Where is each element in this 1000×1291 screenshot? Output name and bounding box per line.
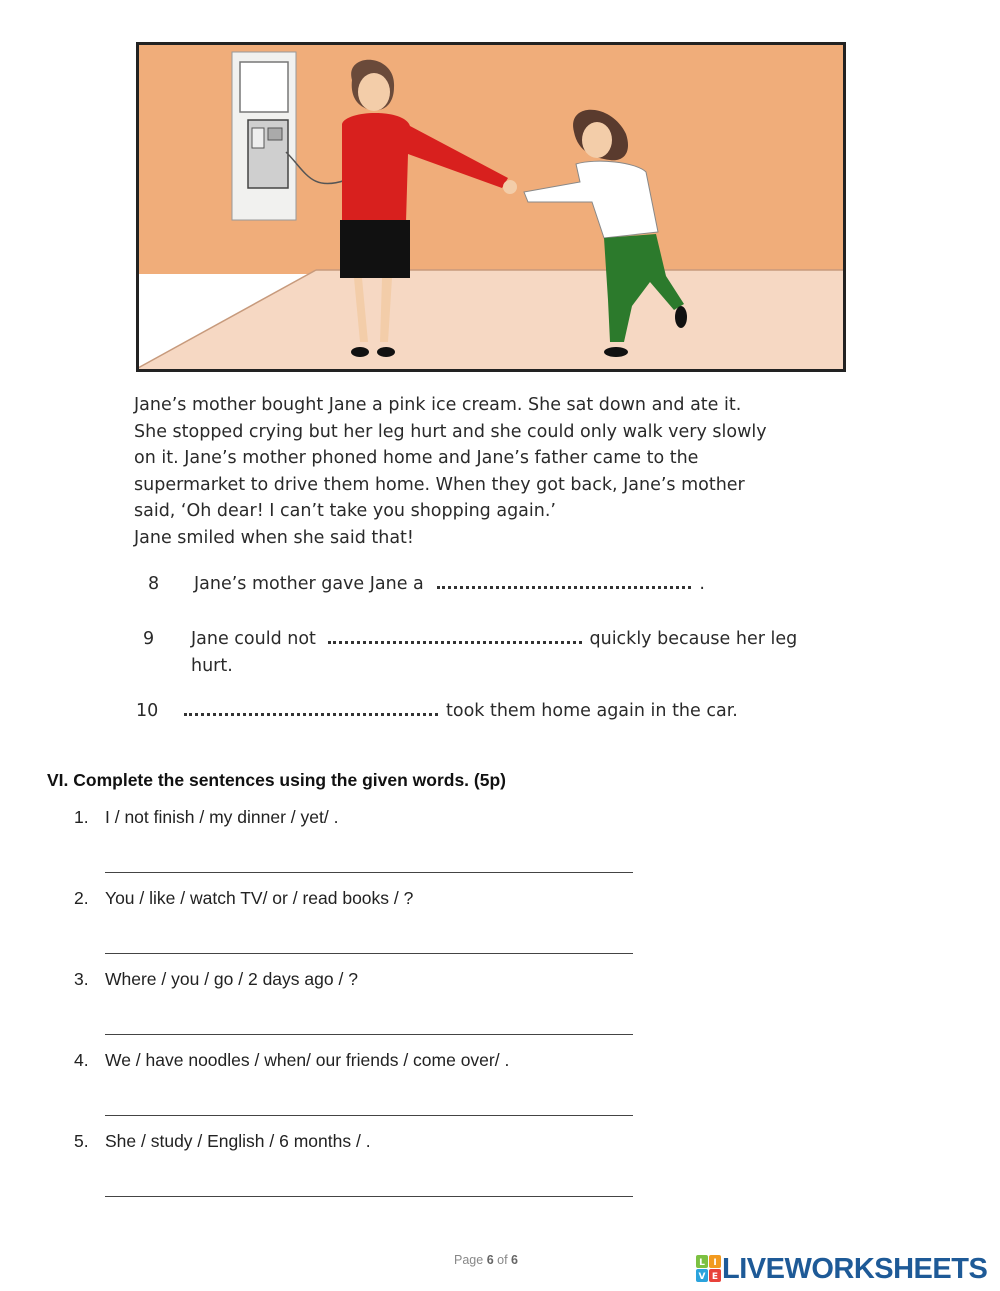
question-number: 8 (148, 574, 160, 594)
story-line: supermarket to drive them home. When they got back, Jane’s mother (134, 474, 745, 495)
answer-blank-9[interactable] (328, 629, 582, 644)
question-end: . (699, 574, 705, 594)
current-page: 6 (486, 1253, 494, 1267)
answer-line-1[interactable] (105, 872, 633, 873)
story-line: Jane smiled when she said that! (134, 527, 414, 548)
item-number: 2. (74, 888, 89, 908)
item-prompt: We / have noodles / when/ our friends / come over/ . (105, 1050, 510, 1070)
story-line: on it. Jane’s mother phoned home and Jane’s father came to the (134, 448, 699, 468)
answer-line-2[interactable] (105, 953, 633, 954)
story-illustration (136, 42, 846, 372)
question-text: Jane could not (191, 629, 316, 649)
logo-letter: E (711, 1272, 719, 1282)
logo-letter: L (699, 1258, 705, 1268)
page-word: Page (454, 1253, 484, 1267)
total-pages: 6 (511, 1253, 518, 1267)
question-number: 9 (143, 629, 155, 649)
question-number: 10 (136, 701, 159, 721)
item-prompt: Where / you / go / 2 days ago / ? (105, 969, 358, 989)
exercise-item (74, 807, 338, 828)
brand-name: LIVEWORKSHEETS (722, 1253, 988, 1285)
item-prompt: I / not finish / my dinner / yet/ . (105, 807, 339, 827)
item-number: 5. (74, 1131, 89, 1151)
liveworksheets-logo[interactable] (696, 1254, 987, 1284)
question-8 (148, 574, 705, 594)
question-9-continuation: hurt. (191, 656, 233, 676)
item-prompt: She / study / English / 6 months / . (105, 1131, 371, 1151)
story-text (134, 392, 854, 551)
logo-letter: I (713, 1258, 717, 1268)
answer-line-3[interactable] (105, 1034, 633, 1035)
item-number: 4. (74, 1050, 89, 1070)
logo-blocks-icon (696, 1255, 722, 1283)
question-text-after: took them home again in the car. (446, 701, 738, 721)
story-line: said, ‘Oh dear! I can’t take you shopping again.’ (134, 501, 556, 521)
page-indicator (454, 1253, 518, 1267)
exercise-item (74, 888, 413, 909)
exercise-item (74, 1131, 371, 1152)
item-number: 1. (74, 807, 89, 827)
answer-blank-8[interactable] (437, 574, 691, 589)
story-line: She stopped crying but her leg hurt and she could only walk very slowly (134, 421, 767, 442)
of-word: of (497, 1253, 508, 1267)
answer-line-5[interactable] (105, 1196, 633, 1197)
exercise-item (74, 969, 358, 990)
item-number: 3. (74, 969, 89, 989)
logo-letter: V (698, 1272, 706, 1282)
question-10 (136, 701, 738, 721)
question-text-after: quickly because her leg (589, 629, 798, 649)
question-text: Jane’s mother gave Jane a (194, 574, 424, 594)
question-9 (143, 629, 797, 649)
section-title: VI. Complete the sentences using the given words. (5p) (47, 770, 506, 790)
item-prompt: You / like / watch TV/ or / read books / ? (105, 888, 414, 908)
answer-line-4[interactable] (105, 1115, 633, 1116)
exercise-item (74, 1050, 509, 1071)
story-line: Jane’s mother bought Jane a pink ice cream. She sat down and ate it. (134, 395, 742, 415)
answer-blank-10[interactable] (184, 701, 438, 716)
